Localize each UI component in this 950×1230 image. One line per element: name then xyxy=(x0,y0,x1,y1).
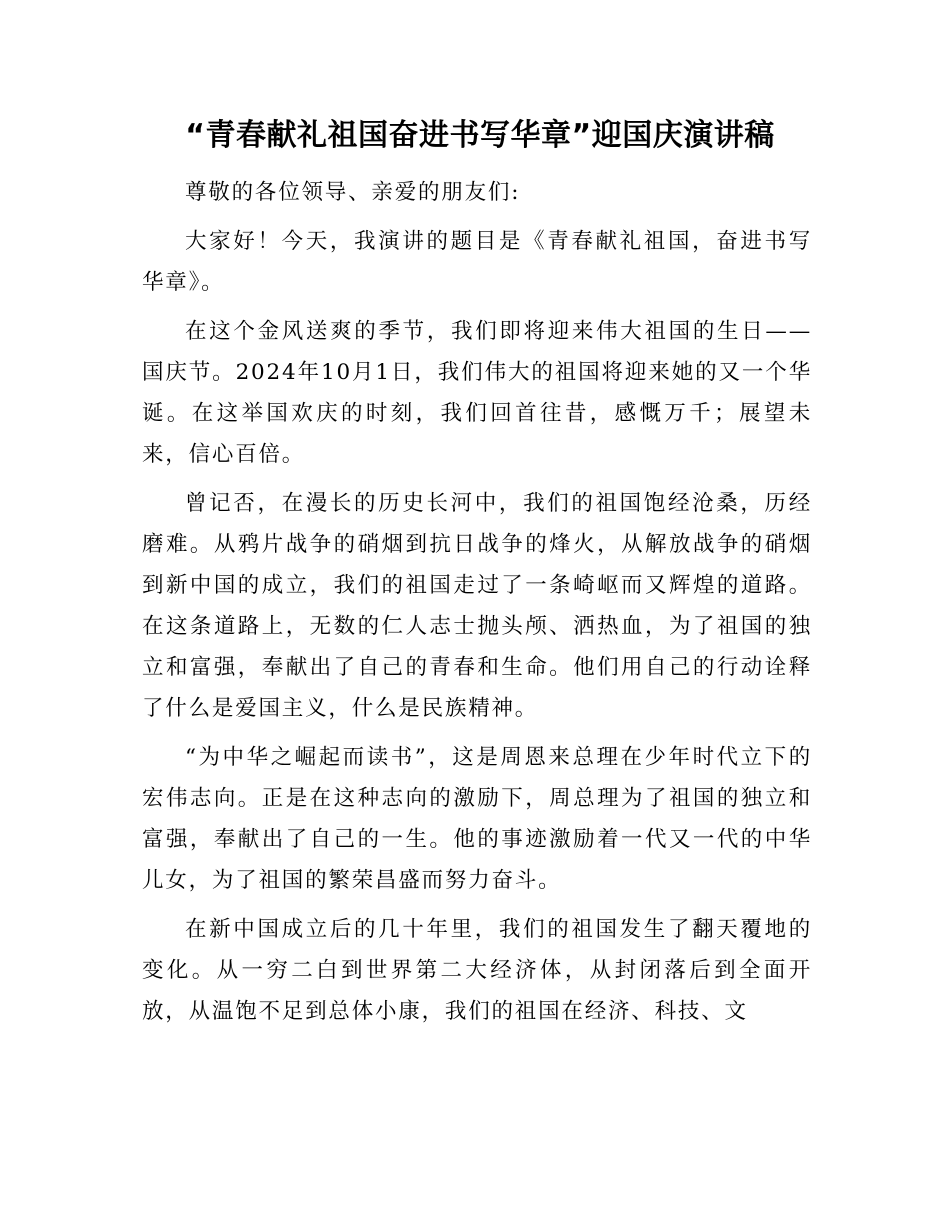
paragraph-salutation: 尊敬的各位领导、亲爱的朋友们: xyxy=(185,180,521,205)
paragraph-development: 在新中国成立后的几十年里，我们的祖国发生了翻天覆地的变化。从一穷二白到世界第二大经济体，从封闭落后到全面开放，从温饱不足到总体小康，我们的祖国在经济、科技、文 xyxy=(142,917,812,1024)
paragraph-greeting: 大家好！今天，我演讲的题目是《青春献礼祖国，奋进书写华章》。 xyxy=(142,229,812,295)
paragraph-national-day: 在这个金风送爽的季节，我们即将迎来伟大祖国的生日——国庆节。2024年10月1日，我们伟大的祖国将迎来她的又一个华诞。在这举国欢庆的时刻，我们回首往昔，感慨万千；展望未来，信心百倍。 xyxy=(142,319,812,467)
document-body xyxy=(142,172,812,1040)
paragraph-zhou-enlai: “为中华之崛起而读书”，这是周恩来总理在少年时代立下的宏伟志向。正是在这种志向的激励下，周总理为了祖国的独立和富强，奉献出了自己的一生。他的事迹激励着一代又一代的中华儿女，为了祖国的繁荣昌盛而努力奋斗。 xyxy=(142,745,812,893)
paragraph-history: 曾记否，在漫长的历史长河中，我们的祖国饱经沧桑，历经磨难。从鸦片战争的硝烟到抗日战争的烽火，从解放战争的硝烟到新中国的成立，我们的祖国走过了一条崎岖而又辉煌的道路。在这条道路上，无数的仁人志士抛头颅、洒热血，为了祖国的独立和富强，奉献出了自己的青春和生命。他们用自己的行动诠释了什么是爱国主义，什么是民族精神。 xyxy=(142,491,812,721)
document-title: “青春献礼祖国奋进书写华章”迎国庆演讲稿 xyxy=(185,118,775,153)
